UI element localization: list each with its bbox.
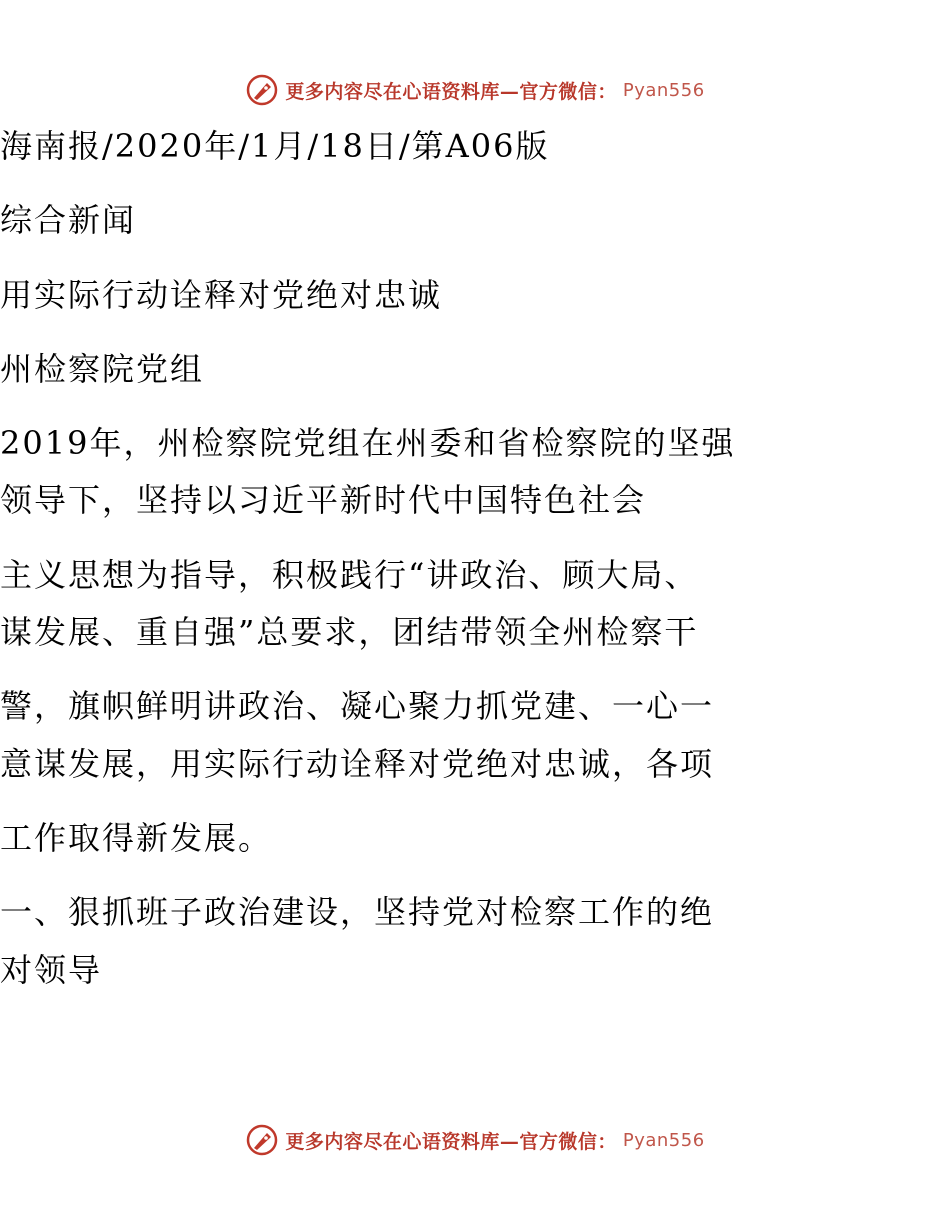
banner-text: 更多内容尽在心语资料库—官方微信： (285, 1130, 617, 1153)
doc-line-heading-1-cont: 对领导 (0, 951, 103, 989)
header-watermark-banner (0, 70, 950, 110)
doc-line-body-7: 工作取得新发展。 (0, 819, 273, 857)
doc-line-body-3: 主义思想为指导，积极践行“讲政治、顾大局、 (0, 556, 699, 594)
banner-wechat-id: Pyan556 (622, 79, 705, 101)
doc-line-body-6: 意谋发展，用实际行动诠释对党绝对忠诚，各项 (0, 745, 715, 783)
banner-text: 更多内容尽在心语资料库—官方微信： (285, 80, 617, 103)
footer-watermark-banner (0, 1120, 950, 1160)
doc-line-body-1: 2019年，州检察院党组在州委和省检察院的坚强 (0, 424, 736, 462)
doc-line-body-2: 领导下，坚持以习近平新时代中国特色社会 (0, 481, 647, 519)
doc-line-body-4: 谋发展、重自强”总要求，团结带领全州检察干 (0, 613, 699, 651)
doc-line-section: 综合新闻 (0, 201, 137, 239)
banner-wechat-id: Pyan556 (622, 1129, 705, 1151)
pen-nib-logo-icon (245, 1123, 279, 1157)
doc-line-body-5: 警，旗帜鲜明讲政治、凝心聚力抓党建、一心一 (0, 687, 715, 725)
doc-line-headline: 用实际行动诠释对党绝对忠诚 (0, 276, 443, 314)
doc-line-heading-1: 一、狠抓班子政治建设，坚持党对检察工作的绝 (0, 893, 715, 931)
doc-line-source: 海南报/2020年/1月/18日/第A06版 (0, 127, 550, 165)
doc-line-author: 州检察院党组 (0, 350, 205, 388)
pen-nib-logo-icon (245, 73, 279, 107)
